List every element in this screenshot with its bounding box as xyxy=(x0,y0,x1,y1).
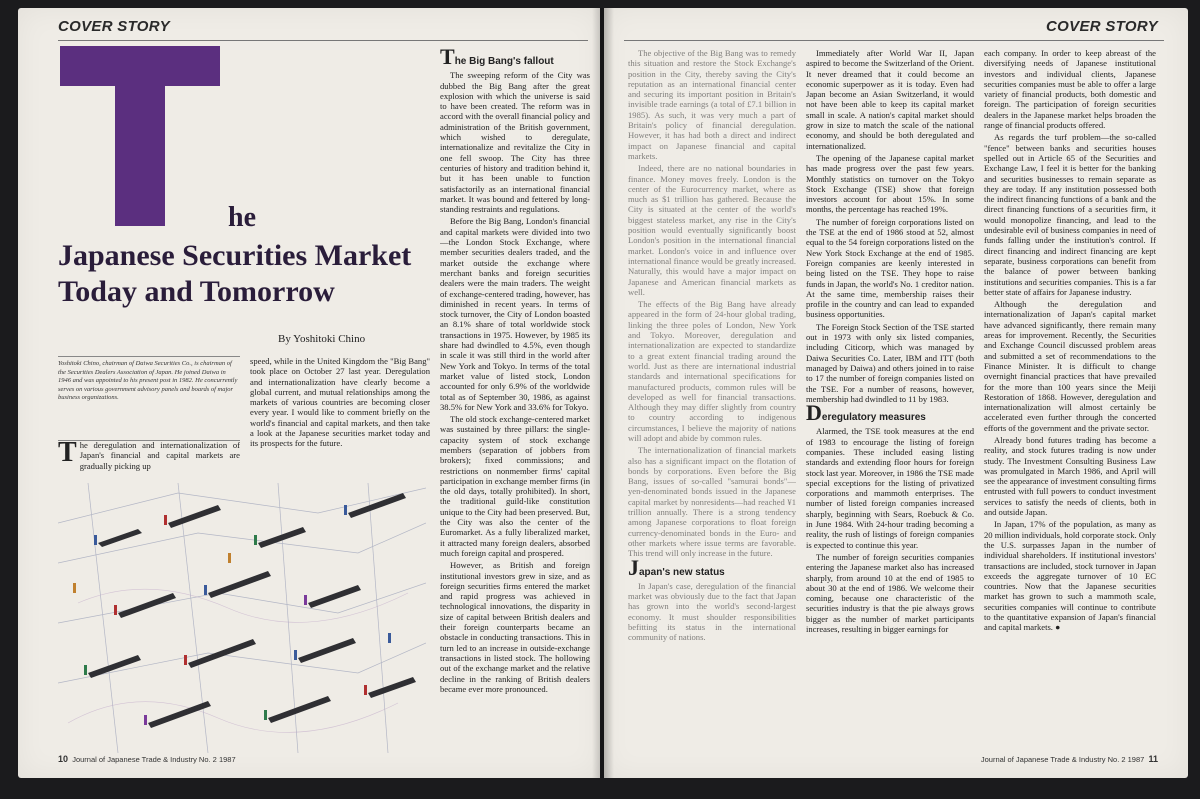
folio xyxy=(981,754,1158,764)
paragraph: The old stock exchange-centered market was sustained by three pillars: the single-capacity system of stock exchange members (separation of jobbers from brokers); fixed commissions; and restrictions on nonmember firms' capital participation in exchange member firms (in the old days, totally prohibited). In short, the traditional guild-like constitution unique to the City had been preserved. But, the City was also the center of the Euromarket. As a fully liberalized market, it attracted many foreign dealers, absorbed much foreign capital and prospered. xyxy=(440,414,590,558)
intro-text: he deregulation and internationalization of Japan's financial and capital markets are gradually picking up xyxy=(79,440,240,471)
paragraph: Immediately after World War II, Japan aspired to become the Switzerland of the Orient. It never dreamed that it could become an economic superpower as it is today. Even had Japan become an Asian Switzerland, it would not have been able to keep its capital market small in scale. A nation's capital market should grow in size to match the scale of the national economy, and should be both deregulated and internationalized. xyxy=(806,48,974,151)
spine-gutter xyxy=(592,8,614,778)
paragraph: The number of foreign securities companies entering the Japanese market also has increased sharply, from around 10 at the end of 1985 to about 30 at the end of 1986. We welcome their coming, because one characteristic of the securities industry is that the pie always grows bigger as the number of market participants increases, resulting in bigger earnings for xyxy=(806,551,974,635)
title-he: he xyxy=(228,202,256,233)
header-rule xyxy=(624,40,1164,41)
column-3 xyxy=(984,48,1156,748)
paragraph: speed, while in the United Kingdom the "Big Bang" took place on October 27 last year. Deregulation and internationalization have clearly become a global current, and mutual relationships among the markets of various countries are becoming closer every year. I would like to comment briefly on the world's financial and capital markets, and then take a look at the Japanese securities market today and its prospects for the future. xyxy=(250,356,430,449)
left-page xyxy=(18,8,600,778)
column-3 xyxy=(440,48,590,748)
page-number: 10 xyxy=(58,754,69,764)
paragraph: The internationalization of financial markets also has a significant impact on the flotation of bonds by corporations. Even before the Big Bang, issues of so-called "samurai bonds"—yen-denominated bonds issued in the Japanese capital market by nonresidents—had reached ¥1 trillion annually. There is a strong tendency among Japanese corporations to float foreign currency-denominated bonds in the Euro- and other markets where issue terms are favorable. This trend will only increase in the future. xyxy=(628,445,796,559)
paragraph: The number of foreign corporations listed on the TSE at the end of 1986 stood at 52, almost equal to the 54 foreign corporations listed on the New York Stock Exchange at the end of 1985. Foreign companies are keenly interested in being listed on the TSE. They hope to raise funds in Japan, the world's No. 1 creditor nation. At the same time, membership raises their profile in the country and can lead to expanded business opportunities. xyxy=(806,216,974,320)
intro-column xyxy=(58,440,240,480)
byline: By Yoshitoki Chino xyxy=(278,333,366,345)
paragraph: The sweeping reform of the City was dubbed the Big Bang after the great explosion with which the universe is said to have been created. The reform was in accord with the overall financial policy and administration of the British government, which wished to deregulate, internationalize and revitalize the City in one fell swoop. The City has three centuries of history and tradition behind it, but it has been unable to function satisfactorily as an international financial market. It was bound and fettered by long-standing restraints and regulations. xyxy=(440,70,590,215)
paragraph: each company. In order to keep abreast of the diversifying needs of Japanese institutional investors and individual clients, Japanese securities companies must be able to offer a large variety of financial products, both domestic and foreign. The participation of foreign securities dealers in the Japanese market helps broaden the range of financial products offered. xyxy=(984,48,1156,131)
paragraph: The Foreign Stock Section of the TSE started out in 1973 with only six listed companies, including Citicorp, which was managed by Daiwa Securities Co. Later, IBM and ITT (both managed by Daiwa) and others joined in to raise to 17 the number of foreign companies listed on the TSE. For a number of reasons, however, membership had dwindled to 11 by 1983. xyxy=(806,321,974,404)
column-2 xyxy=(250,356,430,476)
right-page xyxy=(604,8,1188,778)
section-heading: The Big Bang's fallout xyxy=(440,48,554,69)
author-bio: Yoshitoki Chino, chairman of Daiwa Securities Co., is chairman of the Securities Dealers Association of Japan. He joined Daiwa in 1946 and was appointed to his present post in 1982. He concurrently serves on various government advisory panels and boards of major business organizations. xyxy=(58,356,240,441)
column-1 xyxy=(628,48,796,748)
paragraph: However, as British and foreign institutional investors grew in size, and as foreign securities firms entered the market and rapid progress was achieved in technological innovations, the disparity in size of capital between British dealers and their foreign counterparts became an obstacle in conducting transactions. This in turn led to an increase in outside-exchange transactions in listed stock. The hollowing out of the exchange market and the relative decline in the ranking of British dealers became ever more pronounced. xyxy=(440,560,590,694)
column-2 xyxy=(806,48,974,748)
paragraph: The opening of the Japanese capital market has made progress over the past few years. Monthly statistics on turnover on the Tokyo Stock Exchange (TSE) show that foreign investors account for about 15%. In some months, the percentage has reached 19%. xyxy=(806,152,974,215)
magazine-spread xyxy=(18,8,1188,786)
drop-cap: T xyxy=(58,440,77,468)
page-title: Japanese Securities Market Today and Tomorrow xyxy=(58,239,412,308)
paragraph: Indeed, there are no national boundaries in finance. Money moves freely. London is the center of the Eurocurrency market, where as much as $1 trillion has gathered. Because the City is situated at the center of the world's biggest stateless market, any rise in the City's position would eventually significantly boost London's position in the international financial market. London's voice in and influence over international finance would be greatly increased. Naturally, this would have a major impact on Japanese and American financial markets as well. xyxy=(628,163,796,297)
journal-name: Journal of Japanese Trade & Industry No. 2 1987 xyxy=(980,755,1145,764)
paragraph: Before the Big Bang, London's financial and capital markets were divided into two—the London Stock Exchange, where member securities dealers traded, and the market outside the exchange where merchant banks and foreign securities dealers were the main traders. The weight of exchange-centered trading, however, has diminished in recent years. In terms of stock turnover, the City of London boasted an 8.1% share of total worldwide stock transactions in 1975. However, by 1985 its share had dwindled to 4.5%, even though in scale it was still third in the world after New York and Tokyo. In terms of the total market value of listed stock, London accounted for only 6.9% of the worldwide total as of September 30, 1986, as against 38.5% for New York and 33.6% for Tokyo. xyxy=(440,216,590,412)
header-rule xyxy=(58,40,588,41)
paragraph: Alarmed, the TSE took measures at the end of 1983 to encourage the listing of foreign companies. These included easing listing standards and extending floor hours for foreign stock last year. Moreover, in 1986 the TSE made special exceptions for the listing of privatized corporations and mammoth enterprises. The number of listed foreign companies increased sharply, beginning with Sears, Roebuck & Co. in June 1984. With 24-hour trading becoming a reality, the rush of listings of foreign companies is expected to continue this year. xyxy=(806,426,974,550)
paragraph: The objective of the Big Bang was to remedy this situation and restore the Stock Exchange's position in the City, thereby saving the City's reputation as an international financial center and securing its important position in Britain's invisible trade earnings (a total of £7.1 billion in 1985). As such, it was very much a part of Britain's policy of financial deregulation. However, it has had both a direct and indirect impact on Japanese financial and capital markets. xyxy=(628,48,796,161)
paragraph: Already bond futures trading has become a reality, and stock futures trading is now under study. The Investment Consulting Business Law was promulgated in March 1986, and April will see the appearance of investment consulting firms entrusted with full powers to conduct investment services to satisfy the needs of clients, both in and outside Japan. xyxy=(984,434,1156,518)
paragraph: Although the deregulation and internationalization of Japan's capital market have advanced significantly, there remain many areas for improvement. Recently, the Securities and Exchange Council discussed problem areas and submitted a set of recommendations to the Finance Minister. It is difficult to change overnight financial practices that have prevailed for the more than 100 years since the Meiji Restoration of 1868. However, deregulation and internationalization will almost certainly be accelerated even further through the concerted efforts of the government and the private sector. xyxy=(984,299,1156,433)
paragraph: The effects of the Big Bang have already appeared in the form of 24-hour global trading, linking the three poles of London, New York and Tokyo. Moreover, deregulation and internationalization are expected to standardize to a great extent financial trading around the world. Just as there are international industrial standards and international specifications for manufactured products, common rules will be developed as well for financial transactions. Although they may differ slightly from country to country according to indigenous circumstances, I believe the majority of nations will adopt and abide by common rules. xyxy=(628,299,796,443)
crowd-figures-illustration xyxy=(58,483,426,753)
journal-name: Journal of Japanese Trade & Industry No. 2 1987 xyxy=(72,755,236,764)
page-number: 11 xyxy=(1148,754,1158,764)
folio xyxy=(58,754,236,764)
section-label: COVER STORY xyxy=(58,18,170,35)
section-heading: Japan's new status xyxy=(628,554,725,580)
paragraph: In Japan, 17% of the population, as many as 20 million individuals, hold corporate stock. Only the U.S. surpasses Japan in the number of individual shareholders. If institutional investors' transactions are included, stock turnover in Japan exceeds the aggregate turnover of 10 EC countries. Now that the Japanese securities market has grown to such a mammoth scale, securities companies will continue to contribute to the quantitative expansion of Japan's financial and capital markets. ● xyxy=(984,519,1156,633)
title-big-letter xyxy=(60,46,220,226)
section-heading: Deregulatory measures xyxy=(806,400,926,426)
section-label: COVER STORY xyxy=(1046,18,1158,35)
paragraph: In Japan's case, deregulation of the financial market was obviously due to the fact that Japan has grown into the world's second-largest economy. It must shoulder responsibilities befitting its status in the international community of nations. xyxy=(628,580,796,643)
paragraph: As regards the turf problem—the so-called "fence" between banks and securities houses spelled out in Article 65 of the Securities and Exchange Law, I feel it is better for the banking and securities businesses to remain separate as they are today. If any institution possessed both the indirect financing functions of a bank and the direct financing functions of a securities firm, it would monopolize financing, and lead to the undesirable evil of business companies in need of funds falling under the institution's control. If direct financing and indirect financing are kept separate, business corporations can benefit from the balance of power between banking institutions and securities companies. This is a far better state of affairs for Japanese industry. xyxy=(984,132,1156,297)
